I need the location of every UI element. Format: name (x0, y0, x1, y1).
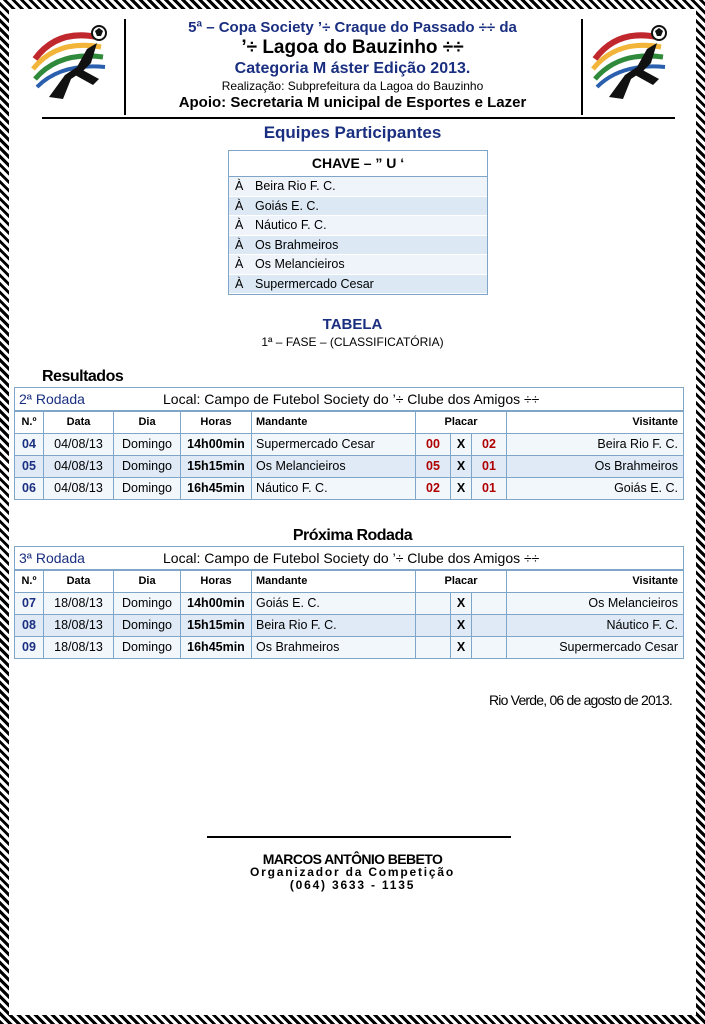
home-score (416, 593, 451, 614)
col-no: N.º (15, 571, 44, 592)
home-team: Beira Rio F. C. (252, 615, 416, 636)
group-box (228, 150, 488, 295)
group-title: CHAVE – ” U ‘ (229, 151, 487, 177)
document-page (9, 9, 696, 1015)
match-time: 15h15min (181, 456, 252, 477)
group-team-item (229, 255, 487, 275)
signature-name: MARCOS ANTÔNIO BEBETO (262, 851, 443, 867)
match-day: Domingo (114, 456, 181, 477)
match-date: 18/08/13 (44, 615, 114, 636)
team-bullet: À (235, 198, 244, 213)
signature-phone: (064) 3633 - 1135 (289, 878, 416, 892)
team-bullet: À (235, 179, 244, 193)
away-team: Os Melancieiros (588, 596, 678, 610)
match-date: 04/08/13 (44, 456, 114, 477)
signature-role: Organizador da Competição (249, 865, 456, 879)
match-number: 06 (15, 478, 44, 499)
match-number: 07 (15, 593, 44, 614)
match-day: Domingo (114, 593, 181, 614)
away-team: Náutico F. C. (606, 618, 678, 632)
match-number: 05 (15, 456, 44, 477)
match-time: 14h00min (181, 434, 252, 455)
next-round-table (14, 546, 684, 659)
home-team: Supermercado Cesar (252, 434, 416, 455)
col-placar: Placar (416, 571, 507, 592)
match-row (15, 592, 683, 614)
participants-title: Equipes Participantes (263, 123, 442, 142)
match-day: Domingo (114, 434, 181, 455)
versus-mark: X (451, 615, 472, 636)
col-horas: Horas (181, 412, 252, 433)
match-date: 18/08/13 (44, 593, 114, 614)
match-row (15, 636, 683, 658)
col-placar: Placar (416, 412, 507, 433)
away-team: Os Brahmeiros (594, 459, 678, 473)
col-mandante: Mandante (252, 571, 416, 592)
team-bullet: À (235, 257, 244, 271)
header-category: Categoria M áster Edição 2013. (234, 60, 471, 77)
versus-mark: X (451, 478, 472, 499)
away-score: 01 (472, 478, 507, 499)
away-team: Beira Rio F. C. (597, 437, 678, 451)
group-team-item (229, 236, 487, 256)
match-row (15, 433, 683, 455)
date-line: Rio Verde, 06 de agosto de 2013. (488, 692, 672, 708)
group-team-item (229, 177, 487, 197)
match-day: Domingo (114, 478, 181, 499)
group-team-item (229, 275, 487, 295)
next-round-label: Próxima Rodada (292, 527, 413, 544)
versus-mark: X (451, 456, 472, 477)
match-time: 15h15min (181, 615, 252, 636)
home-score: 02 (416, 478, 451, 499)
group-team-item (229, 216, 487, 236)
versus-mark: X (451, 593, 472, 614)
header-realization: Realização: Subprefeitura da Lagoa do Bauzinho (221, 79, 484, 93)
home-team: Os Melancieiros (252, 456, 416, 477)
tabela-title: TABELA (322, 316, 383, 333)
results-table (14, 387, 684, 500)
next-round: 3ª Rodada (19, 550, 85, 566)
team-bullet: À (235, 218, 244, 232)
next-table-header (15, 547, 683, 570)
match-row (15, 614, 683, 636)
team-bullet: À (235, 276, 244, 291)
team-bullet: À (235, 237, 244, 252)
home-score: 00 (416, 434, 451, 455)
away-score (472, 593, 507, 614)
away-team: Goiás E. C. (614, 481, 678, 495)
match-number: 09 (15, 637, 44, 658)
results-column-headers (15, 411, 683, 433)
match-row (15, 477, 683, 499)
group-team-list (229, 177, 487, 294)
results-round: 2ª Rodada (19, 391, 85, 407)
group-team-item (229, 197, 487, 217)
col-visitante: Visitante (632, 575, 678, 587)
team-name: Supermercado Cesar (255, 276, 374, 291)
next-column-headers (15, 570, 683, 592)
col-dia: Dia (114, 412, 181, 433)
versus-mark: X (451, 637, 472, 658)
col-horas: Horas (181, 571, 252, 592)
home-team: Goiás E. C. (252, 593, 416, 614)
col-no: N.º (15, 412, 44, 433)
away-score: 02 (472, 434, 507, 455)
col-data: Data (44, 412, 114, 433)
team-name: Náutico F. C. (255, 218, 327, 232)
results-label: Resultados (42, 368, 124, 385)
match-time: 16h45min (181, 478, 252, 499)
col-dia: Dia (114, 571, 181, 592)
next-local: Local: Campo de Futebol Society do ’÷ Clube dos Amigos ÷÷ (163, 550, 540, 566)
team-name: Beira Rio F. C. (255, 179, 336, 193)
away-score (472, 615, 507, 636)
match-time: 16h45min (181, 637, 252, 658)
match-date: 18/08/13 (44, 637, 114, 658)
match-date: 04/08/13 (44, 434, 114, 455)
team-name: Os Brahmeiros (255, 237, 339, 252)
football-logo-right-icon (587, 19, 677, 109)
home-score: 05 (416, 456, 451, 477)
col-data: Data (44, 571, 114, 592)
match-day: Domingo (114, 637, 181, 658)
versus-mark: X (451, 434, 472, 455)
team-name: Os Melancieiros (255, 257, 345, 271)
header-location-title: ’÷ Lagoa do Bauzinho ÷÷ (241, 37, 464, 58)
match-time: 14h00min (181, 593, 252, 614)
match-number: 08 (15, 615, 44, 636)
home-score (416, 615, 451, 636)
results-table-header (15, 388, 683, 411)
away-team: Supermercado Cesar (559, 640, 678, 654)
header-competition-title: 5ª – Copa Society ’÷ Craque do Passado ÷÷ da (188, 19, 517, 36)
header-divider-right (581, 19, 583, 115)
home-score (416, 637, 451, 658)
away-score (472, 637, 507, 658)
signature-line (207, 836, 511, 838)
team-name: Goiás E. C. (255, 198, 319, 213)
match-day: Domingo (114, 615, 181, 636)
match-date: 04/08/13 (44, 478, 114, 499)
header-rule (42, 117, 675, 119)
away-score: 01 (472, 456, 507, 477)
col-visitante: Visitante (632, 416, 678, 428)
match-row (15, 455, 683, 477)
header-support: Apoio: Secretaria M unicipal de Esportes e Lazer (178, 94, 527, 111)
results-local: Local: Campo de Futebol Society do ’÷ Clube dos Amigos ÷÷ (163, 391, 540, 407)
col-mandante: Mandante (252, 412, 416, 433)
tabela-subtitle: 1ª – FASE – (CLASSIFICATÓRIA) (261, 335, 444, 349)
home-team: Os Brahmeiros (252, 637, 416, 658)
match-number: 04 (15, 434, 44, 455)
home-team: Náutico F. C. (252, 478, 416, 499)
